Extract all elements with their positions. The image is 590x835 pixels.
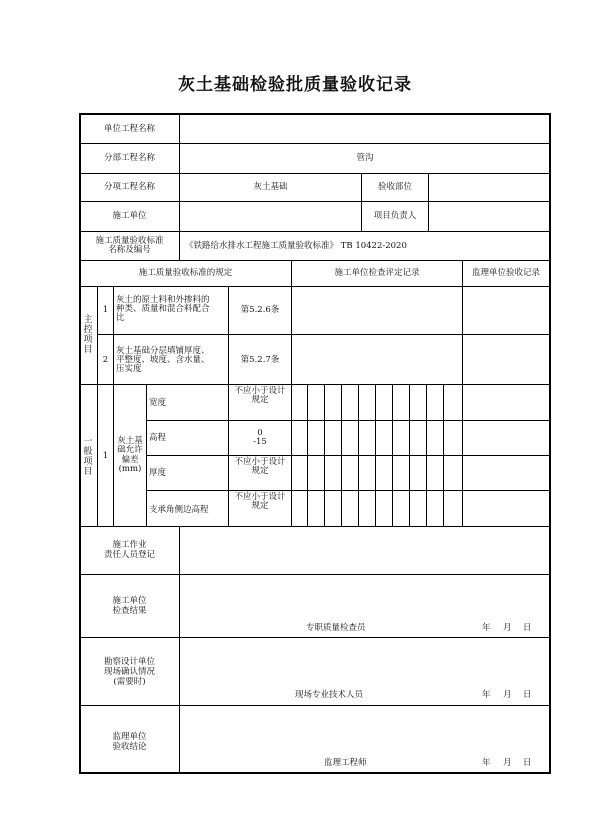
label-project-leader: 项目负责人	[373, 211, 417, 221]
date-year: 年	[482, 690, 491, 700]
general-item-elevation-req2: -15	[253, 437, 267, 447]
vline	[179, 526, 180, 773]
header-construction-check: 施工单位检查评定记录	[334, 268, 420, 278]
label-standard-line1: 施工质量验收标准	[95, 236, 164, 246]
label-unit-project: 单位工程名称	[103, 124, 155, 134]
general-label: 一般项目	[83, 437, 93, 477]
main-control-label: 主控项目	[83, 315, 93, 355]
supervision-line2: 验收结论	[112, 742, 147, 752]
hline	[79, 705, 551, 706]
vline	[409, 384, 410, 526]
hline	[146, 420, 551, 421]
main-item-2-line3: 压实度	[116, 364, 142, 374]
date-month: 月	[503, 690, 512, 700]
general-group-line4: (mm)	[118, 464, 142, 474]
vline	[392, 384, 393, 526]
main-item-2-line1: 灰土基础分层填铺厚度、	[116, 346, 210, 356]
main-item-2-clause: 第5.2.7条	[240, 355, 280, 365]
date-day: 日	[523, 758, 532, 768]
frame-top	[79, 113, 551, 115]
general-item-support-req1: 不应小于设计	[234, 492, 286, 502]
general-item-elevation: 高程	[149, 433, 167, 443]
sup-engineer-label: 监理工程师	[324, 758, 367, 768]
vline	[375, 384, 376, 526]
general-group-line3: 偏差	[121, 455, 139, 465]
vline	[113, 286, 114, 526]
staff-reg-line2: 责任人员登记	[103, 550, 155, 560]
document-title: 灰土基础检验批质量验收记录	[178, 75, 412, 95]
vline	[428, 173, 429, 231]
general-group-line2: 础允许	[117, 445, 143, 455]
label-construction-unit: 施工单位	[112, 211, 147, 221]
vline	[341, 384, 342, 526]
vline	[358, 384, 359, 526]
main-item-2-no: 2	[102, 355, 109, 365]
hline	[79, 286, 551, 287]
hline	[97, 334, 551, 335]
design-line3: (需要时)	[113, 677, 146, 687]
general-item-support: 支承角侧边高程	[149, 505, 209, 515]
main-item-2-line2: 平整度、坡度、含水量、	[116, 355, 210, 365]
vline	[97, 286, 98, 526]
hline	[79, 143, 551, 144]
general-item-width-req1: 不应小于设计	[234, 386, 286, 396]
value-sub-project: 灰土基础	[253, 182, 288, 192]
main-item-1-no: 1	[102, 305, 109, 315]
vline	[228, 286, 229, 384]
site-tech-label: 现场专业技术人员	[295, 690, 364, 700]
supervision-line1: 监理单位	[112, 732, 147, 742]
vline	[324, 384, 325, 526]
general-group-line1: 灰土基	[117, 436, 143, 446]
vline	[307, 384, 308, 526]
header-standard-rules: 施工质量验收标准的规定	[138, 268, 233, 278]
frame-bottom	[79, 772, 551, 774]
design-line2: 现场确认情况	[103, 667, 155, 677]
header-supervision-record: 监理单位验收记录	[471, 268, 540, 278]
date-month: 月	[503, 758, 512, 768]
staff-reg-line1: 施工作业	[112, 540, 147, 550]
qc-inspector-label: 专职质量检查员	[306, 623, 366, 633]
date-day: 日	[523, 623, 532, 633]
hline	[79, 384, 551, 385]
general-no: 1	[102, 451, 109, 461]
label-division-project: 分部工程名称	[103, 153, 155, 163]
general-item-thickness: 厚度	[149, 468, 167, 478]
main-item-1-clause: 第5.2.6条	[240, 305, 280, 315]
hline	[79, 637, 551, 638]
con-result-line1: 施工单位	[112, 596, 147, 606]
date-month: 月	[503, 623, 512, 633]
hline	[146, 455, 551, 456]
vline	[426, 384, 427, 526]
hline	[79, 173, 551, 174]
value-standard: 《铁路给水排水工程施工质量验收标准》 TB 10422-2020	[185, 241, 407, 251]
general-item-elevation-req1: 0	[257, 428, 263, 438]
label-standard-line2: 名称及编号	[108, 245, 151, 255]
hline	[79, 231, 551, 232]
general-item-width: 宽度	[149, 398, 167, 408]
general-item-thickness-req2: 规定	[251, 466, 269, 476]
hline	[79, 574, 551, 575]
general-item-support-req2: 规定	[251, 501, 269, 511]
design-line1: 勘察设计单位	[103, 657, 155, 667]
main-item-1-line2: 种类、质量和混合料配合	[116, 304, 210, 314]
hline	[79, 526, 551, 527]
label-sub-project: 分项工程名称	[103, 182, 155, 192]
vline	[291, 260, 292, 526]
hline	[79, 260, 551, 261]
vline	[443, 384, 444, 526]
con-result-line2: 检查结果	[112, 606, 147, 616]
general-item-thickness-req1: 不应小于设计	[234, 457, 286, 467]
hline	[79, 201, 551, 202]
date-day: 日	[523, 690, 532, 700]
frame-right	[549, 113, 551, 774]
vline	[462, 260, 463, 526]
value-division-project: 管沟	[356, 153, 374, 163]
hline	[146, 490, 551, 491]
main-item-1-line1: 灰土的原土料和外掺料的	[116, 295, 210, 305]
date-year: 年	[482, 758, 491, 768]
main-item-1-line3: 比	[116, 313, 125, 323]
label-inspection-part: 验收部位	[377, 182, 412, 192]
date-year: 年	[482, 623, 491, 633]
general-item-width-req2: 规定	[251, 395, 269, 405]
